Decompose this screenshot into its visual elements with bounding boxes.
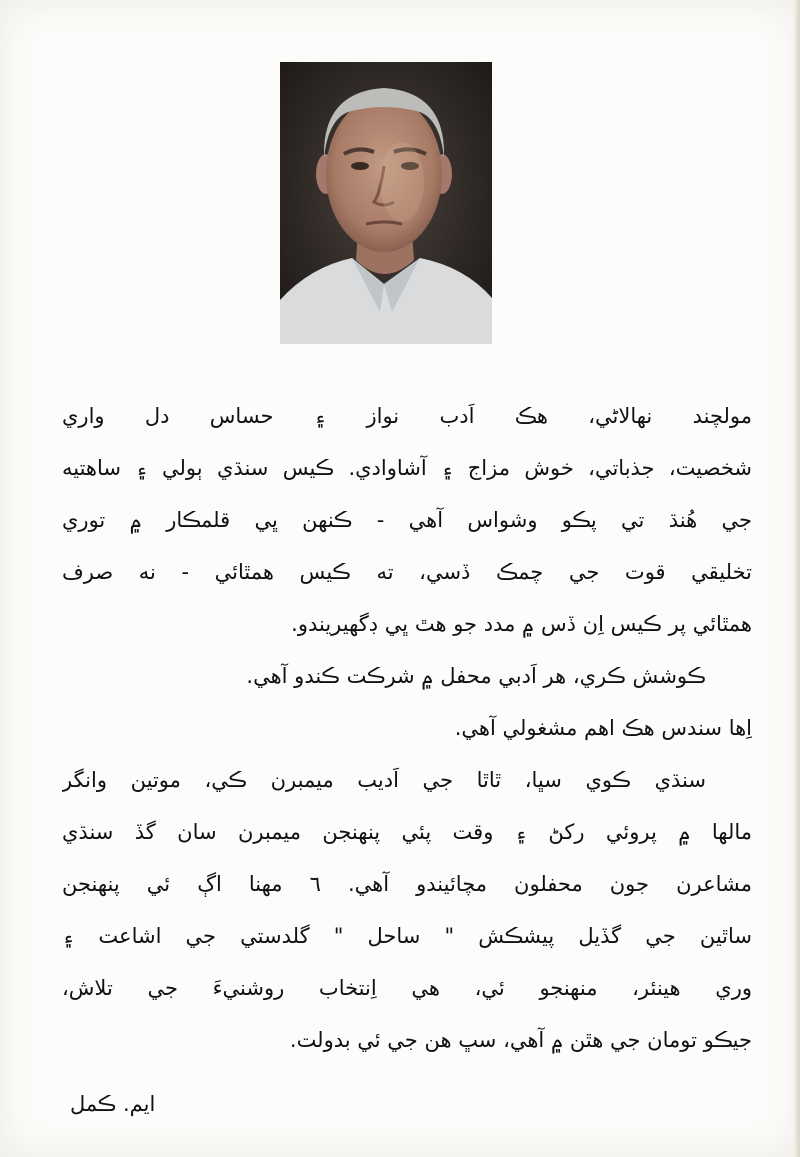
body-line: ڪوشش ڪري، هر اَدبي محفل ۾ شرڪت ڪندو آهي. <box>246 664 706 688</box>
body-line: ساٿين جي گڏيل پيشڪش " ساحل " گلدستي جي اشاعت ۽ <box>62 924 752 948</box>
body-line: مولچند نهالاڻي، هڪ اَدب نواز ۽ حساس دل واري <box>62 404 752 428</box>
body-line: اِها سندس هڪ اهم مشغولي آهي. <box>454 716 752 740</box>
body-line: جيڪو تومان جي هٿن ۾ آهي، سڀ هن جي ئي بدولت. <box>289 1028 752 1052</box>
body-line: تخليقي قوت جي چمڪ ڏسي، ته ڪيس همٿائي - نه صرف <box>62 560 752 584</box>
body-line: شخصيت، جذباتي، خوش مزاج ۽ آشاوادي. ڪيس سنڌي ٻولي ۽ ساهتيه <box>62 456 752 480</box>
body-line: جي هُنڌ تي پڪو وشواس آهي - ڪنهن ڀي قلمڪار ۾ توري <box>62 508 752 532</box>
body-line: همٿائي پر ڪيس اِن ڏس ۾ مدد جو هٿ ڀي ڊگهيريندو. <box>291 612 752 636</box>
author-signature: ايم. ڪمل <box>70 1092 156 1116</box>
author-portrait <box>280 62 492 344</box>
body-line: وري هينئر، منهنجو ئي، هي اِنتخاب روشنيءَ جي تلاش، <box>62 976 752 1000</box>
body-line: سنڌي ڪوي سڀا، ٿاٿا جي اَديب ميمبرن ڪي، موتين وانگر <box>62 768 706 792</box>
body-line: مشاعرن جون محفلون مچائيندو آهي. ٦ مهنا اڳ ئي پنهنجن <box>62 872 752 896</box>
body-text <box>62 390 752 1066</box>
body-line: مالها ۾ پروئي رکڻ ۽ وقت پئي پنهنجن ميمبرن سان گڏ سنڌي <box>62 820 752 844</box>
page-edge <box>794 0 800 1157</box>
